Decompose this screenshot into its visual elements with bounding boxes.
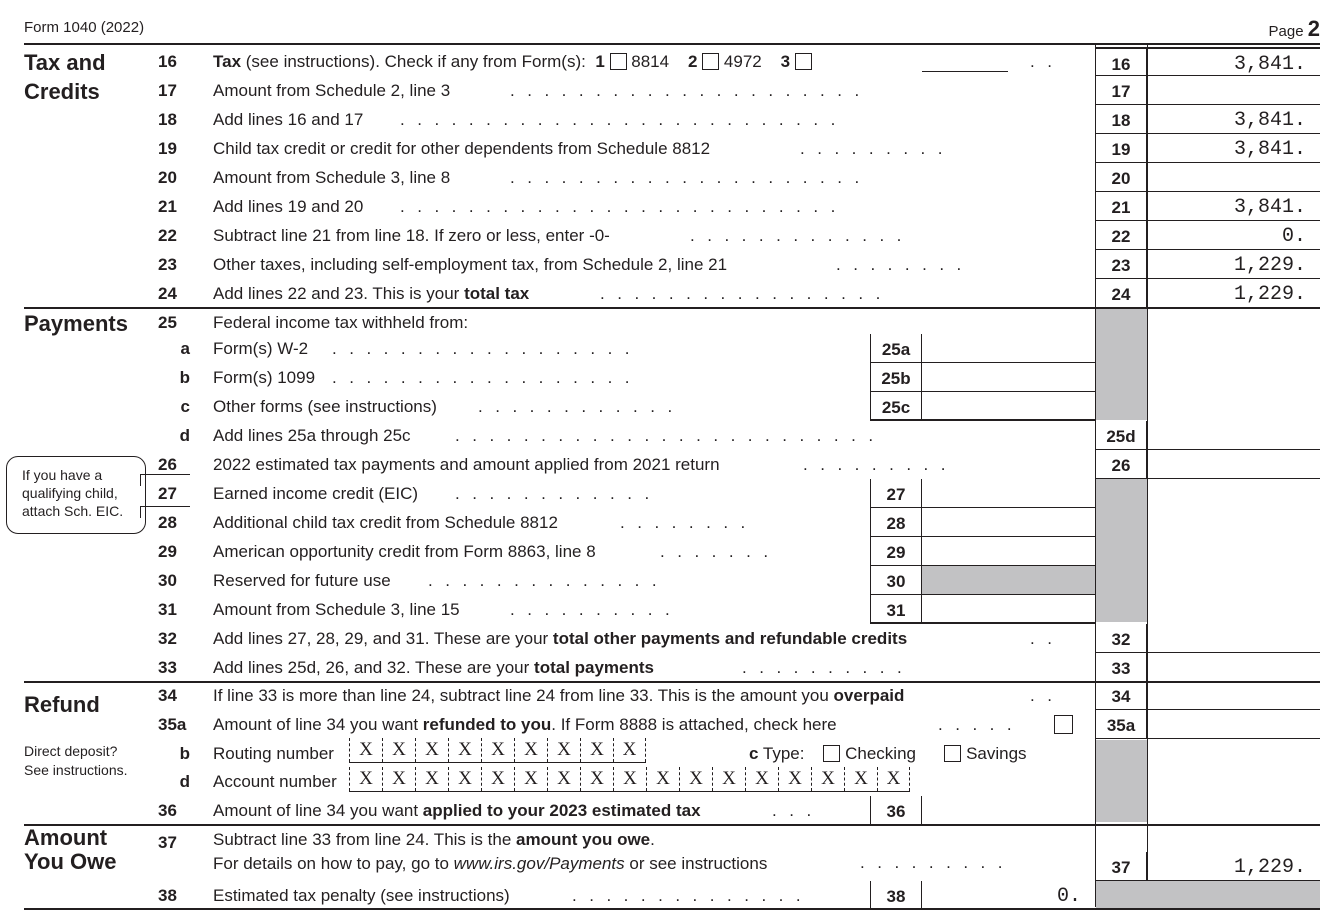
line-21 (0, 192, 1344, 221)
leader-dots: ..................... (510, 168, 872, 187)
digit: X (349, 738, 382, 762)
line-desc: Account number (213, 772, 337, 791)
leader-dots: .......................... (400, 197, 848, 216)
line-desc (213, 653, 654, 682)
line-desc (213, 681, 904, 710)
digit: X (580, 767, 613, 791)
leader-dots: .. (1030, 52, 1065, 71)
digit: X (811, 767, 844, 791)
box-number: 25a (870, 334, 922, 363)
section-payments: Payments (24, 311, 128, 336)
line-number: 24 (158, 284, 177, 303)
line-number: 28 (158, 513, 177, 532)
digit: X (679, 767, 712, 791)
line-25d (0, 421, 1344, 450)
line-21-value[interactable]: 3,841. (1147, 192, 1320, 221)
checking-checkbox[interactable] (823, 745, 840, 762)
line-desc: 2022 estimated tax payments and amount applied from 2021 return (213, 455, 720, 474)
shaded-cell (1096, 881, 1320, 908)
desc-text: For details on how to pay, go to (213, 854, 454, 873)
leader-dots: .. (1030, 629, 1065, 648)
line-number: 25 (158, 313, 177, 332)
line-31 (0, 595, 1344, 624)
leader-dots: ....... (660, 542, 781, 561)
leader-dots: ............. (690, 226, 914, 245)
digit: X (613, 767, 646, 791)
line-number: 20 (158, 168, 177, 187)
line-letter: d (179, 772, 190, 791)
line-desc: Federal income tax withheld from: (213, 313, 469, 332)
box-number: 18 (1095, 105, 1147, 134)
line-number: 21 (158, 197, 177, 216)
leader-dots: ........ (836, 255, 974, 274)
digit: X (448, 767, 481, 791)
line-33-value[interactable] (1147, 653, 1320, 682)
leader-dots: ......................... (455, 426, 886, 445)
line-34 (0, 681, 1344, 710)
line-19-value[interactable]: 3,841. (1147, 134, 1320, 163)
box-number: 23 (1095, 250, 1147, 279)
line-desc (213, 710, 837, 739)
line-34-value[interactable] (1147, 681, 1320, 710)
irs-payments-link[interactable]: www.irs.gov/Payments (453, 854, 625, 873)
header-rule (24, 43, 1320, 45)
line-26-value[interactable] (1147, 450, 1320, 479)
desc-text: or see instructions (624, 854, 768, 873)
checking-label: Checking (845, 744, 916, 763)
desc-text: Amount of line 34 you want (213, 715, 423, 734)
desc-text: . (650, 830, 655, 849)
line-32 (0, 624, 1344, 653)
line-25a (0, 334, 1344, 363)
digit: X (349, 767, 382, 791)
digit: X (481, 767, 514, 791)
line-desc: Amount from Schedule 3, line 15 (213, 600, 460, 619)
line-25c (0, 392, 1344, 421)
line-letter: d (179, 426, 190, 445)
box-number: 29 (870, 537, 922, 566)
line-22-value[interactable]: 0. (1147, 221, 1320, 250)
leader-dots: .. (1030, 686, 1065, 705)
savings-checkbox[interactable] (944, 745, 961, 762)
digit: X (481, 738, 514, 762)
leader-dots: ................. (600, 284, 893, 303)
line-20 (0, 163, 1344, 192)
line-37-value[interactable]: 1,229. (1147, 852, 1320, 881)
line-desc: American opportunity credit from Form 8863, line 8 (213, 542, 596, 561)
line-number: 35a (158, 715, 187, 734)
line-23 (0, 250, 1344, 279)
checkbox-8814[interactable] (610, 53, 627, 70)
line-37-desc (213, 828, 767, 876)
section-label: You Owe (24, 849, 117, 874)
callout-line: qualifying child, (22, 485, 118, 501)
box-number: 17 (1095, 76, 1147, 105)
line-18-value[interactable]: 3,841. (1147, 105, 1320, 134)
line-number: 29 (158, 542, 177, 561)
box-number: 36 (870, 796, 922, 825)
box-number: 38 (870, 881, 922, 910)
line-desc: Child tax credit or credit for other dependents from Schedule 8812 (213, 139, 711, 158)
note-line: See instructions. (24, 762, 128, 778)
line-24-value[interactable]: 1,229. (1147, 279, 1320, 308)
line-desc: Amount from Schedule 3, line 8 (213, 168, 451, 187)
line-32-value[interactable] (1147, 624, 1320, 653)
leader-dots: .......... (510, 600, 683, 619)
page-label: Page (1268, 23, 1304, 40)
line-number: 36 (158, 801, 177, 820)
line-18 (0, 105, 1344, 134)
cb-label: 4972 (723, 52, 762, 71)
desc-bold: amount you owe (516, 830, 651, 849)
line-desc: Routing number (213, 744, 334, 763)
digit: X (382, 738, 415, 762)
line-20-value[interactable] (1147, 163, 1320, 192)
desc-text: (see instructions). Check if any from Form(s): (241, 52, 586, 71)
line-number: 17 (158, 81, 177, 100)
leader-dots: ............ (455, 484, 662, 503)
line-letter: b (179, 368, 190, 387)
checkbox-other-form[interactable] (795, 53, 812, 70)
line-desc: Add lines 16 and 17 (213, 110, 364, 129)
line-25a-value[interactable] (922, 334, 1095, 363)
line-desc: Add lines 25a through 25c (213, 426, 411, 445)
desc-bold: overpaid (833, 686, 905, 705)
line-desc: Other forms (see instructions) (213, 397, 437, 416)
other-form-input[interactable] (922, 71, 1008, 72)
leader-dots: ... (772, 801, 824, 820)
box-number: 32 (1095, 624, 1147, 653)
desc-bold: Tax (213, 52, 242, 71)
box-number: 25c (870, 392, 922, 421)
line-35b (0, 739, 1344, 768)
callout-line: If you have a (22, 467, 103, 483)
box-number: 25d (1095, 421, 1147, 450)
line-35a-value[interactable] (1147, 710, 1320, 739)
box-number: 34 (1095, 681, 1147, 710)
line-number: 31 (158, 600, 177, 619)
box-number: 33 (1095, 653, 1147, 682)
line-desc: Earned income credit (EIC) (213, 484, 419, 503)
box-number: 24 (1095, 279, 1147, 308)
cb-num: 1 (595, 52, 605, 71)
leader-dots: ..... (938, 715, 1025, 734)
digit: X (712, 767, 745, 791)
line-25c-value[interactable] (922, 392, 1095, 421)
box-number: 28 (870, 508, 922, 537)
digit: X (415, 767, 448, 791)
line-desc: Additional child tax credit from Schedule 8812 (213, 513, 558, 532)
line-letter: c (180, 397, 190, 416)
form-title: Form 1040 (2022) (24, 19, 145, 36)
line-desc: Subtract line 21 from line 18. If zero or less, enter -0- (213, 226, 610, 245)
desc-text: If line 33 is more than line 24, subtract line 24 from line 33. This is the amount you (213, 686, 834, 705)
section-label: Amount (24, 825, 108, 850)
line-25 (0, 308, 1344, 337)
digit: X (646, 767, 679, 791)
line-desc: Amount from Schedule 2, line 3 (213, 81, 451, 100)
leader-dots: .......................... (400, 110, 848, 129)
account-type (749, 739, 1027, 768)
leader-dots: .............. (428, 571, 670, 590)
line-number: 22 (158, 226, 177, 245)
digit: X (745, 767, 778, 791)
line-16-value[interactable]: 3,841. (1147, 47, 1320, 76)
line-38-value[interactable]: 0. (1056, 885, 1081, 908)
type-label: Type: (762, 744, 805, 763)
cb-num: 2 (687, 52, 698, 71)
line-number: 30 (158, 571, 177, 590)
desc-bold: total tax (464, 284, 530, 303)
section-label: Tax and (24, 50, 106, 75)
line-number: 32 (158, 629, 177, 648)
box-number: 19 (1095, 134, 1147, 163)
leader-dots: ......... (803, 455, 959, 474)
line-desc: Form(s) 1099 (213, 368, 316, 387)
digit: X (877, 767, 910, 791)
line-27-value[interactable] (922, 479, 1095, 508)
line-number: 37 (158, 833, 177, 852)
line-desc: Add lines 19 and 20 (213, 197, 364, 216)
line-30 (0, 566, 1344, 595)
digit: X (514, 738, 547, 762)
line-33 (0, 653, 1344, 682)
callout-line: attach Sch. EIC. (22, 503, 124, 519)
line-number: 18 (158, 110, 177, 129)
line-30-value-reserved (922, 566, 1095, 595)
desc-bold: total payments (534, 658, 655, 677)
section-refund: Refund (24, 692, 100, 717)
leader-dots: ......... (860, 853, 1016, 872)
leader-dots: .................. (332, 368, 643, 387)
line-23-value[interactable]: 1,229. (1147, 250, 1320, 279)
routing-number-input[interactable] (349, 738, 646, 763)
line-25b (0, 363, 1344, 392)
savings-label: Savings (966, 744, 1027, 763)
digit: X (778, 767, 811, 791)
line-16 (0, 47, 1344, 76)
digit: X (613, 738, 646, 762)
line-number: 38 (158, 886, 177, 905)
desc-bold: applied to your 2023 estimated tax (422, 801, 701, 820)
leader-dots: ............ (478, 397, 685, 416)
line-31-value[interactable] (922, 595, 1095, 624)
line-27 (0, 479, 1344, 508)
line-36-value[interactable] (922, 796, 1095, 825)
form-8888-checkbox[interactable] (1054, 715, 1073, 734)
line-letter: a (180, 339, 190, 358)
digit: X (514, 767, 547, 791)
leader-dots: .............. (572, 886, 814, 905)
line-desc (213, 279, 529, 308)
line-desc (213, 796, 701, 825)
section-rule (24, 824, 1320, 826)
line-26 (0, 450, 1344, 479)
line-desc (213, 47, 812, 76)
line-25d-value[interactable] (1147, 421, 1320, 450)
checkbox-4972[interactable] (702, 53, 719, 70)
desc-text: Add lines 25d, 26, and 32. These are your (213, 658, 535, 677)
line-letter: b (179, 744, 190, 763)
digit: X (844, 767, 877, 791)
line-number: 34 (158, 686, 177, 705)
line-35a (0, 710, 1344, 739)
box-number: 37 (1095, 852, 1147, 881)
box-number: 30 (870, 566, 922, 595)
leader-dots: .......... (742, 658, 915, 677)
page-indicator (1269, 16, 1320, 42)
line-22 (0, 221, 1344, 250)
box-number: 20 (1095, 163, 1147, 192)
line-36 (0, 796, 1344, 825)
digit: X (448, 738, 481, 762)
line-number: 16 (158, 52, 177, 71)
line-24 (0, 279, 1344, 308)
desc-text: Add lines 27, 28, 29, and 31. These are your (213, 629, 553, 648)
line-29-value[interactable] (922, 537, 1095, 566)
box-number: 21 (1095, 192, 1147, 221)
line-desc: Other taxes, including self-employment tax, from Schedule 2, line 21 (213, 255, 728, 274)
page-number: 2 (1307, 16, 1320, 41)
line-desc: Reserved for future use (213, 571, 391, 590)
line-number: 26 (158, 455, 177, 474)
digit: X (415, 738, 448, 762)
line-number: 33 (158, 658, 177, 677)
line-19 (0, 134, 1344, 163)
box-number: 16 (1095, 47, 1147, 76)
digit: X (382, 767, 415, 791)
section-label: Credits (24, 79, 100, 104)
account-number-input[interactable] (349, 767, 910, 792)
line-number: 23 (158, 255, 177, 274)
line-38 (0, 881, 1344, 910)
line-desc: Estimated tax penalty (see instructions) (213, 886, 510, 905)
line-number: 27 (158, 484, 177, 503)
digit: X (547, 767, 580, 791)
line-29 (0, 537, 1344, 566)
leader-dots: ......... (800, 139, 956, 158)
box-number: 26 (1095, 450, 1147, 479)
leader-dots: ..................... (510, 81, 872, 100)
box-number: 27 (870, 479, 922, 508)
line-letter: c (749, 744, 759, 763)
box-number: 35a (1095, 710, 1147, 739)
desc-bold: refunded to you (422, 715, 552, 734)
line-desc: Form(s) W-2 (213, 339, 309, 358)
desc-bold: total other payments and refundable credits (552, 629, 908, 648)
leader-dots: .................. (332, 339, 643, 358)
section-amount-owe (24, 826, 117, 874)
line-number: 19 (158, 139, 177, 158)
cb-num: 3 (780, 52, 791, 71)
note-line: Direct deposit? (24, 743, 118, 759)
desc-text: Subtract line 33 from line 24. This is the (213, 830, 517, 849)
digit: X (580, 738, 613, 762)
digit: X (547, 738, 580, 762)
line-17 (0, 76, 1344, 105)
leader-dots: ........ (620, 513, 758, 532)
box-number: 22 (1095, 221, 1147, 250)
box-number: 25b (870, 363, 922, 392)
line-17-value[interactable] (1147, 76, 1320, 105)
line-28-value[interactable] (922, 508, 1095, 537)
line-25b-value[interactable] (922, 363, 1095, 392)
desc-text: Amount of line 34 you want (213, 801, 423, 820)
cb-label: 8814 (631, 52, 670, 71)
line-28 (0, 508, 1344, 537)
desc-text: Add lines 22 and 23. This is your (213, 284, 465, 303)
desc-text: . If Form 8888 is attached, check here (551, 715, 837, 734)
box-number: 31 (870, 595, 922, 624)
bottom-rule (24, 908, 1320, 910)
line-desc (213, 624, 907, 653)
